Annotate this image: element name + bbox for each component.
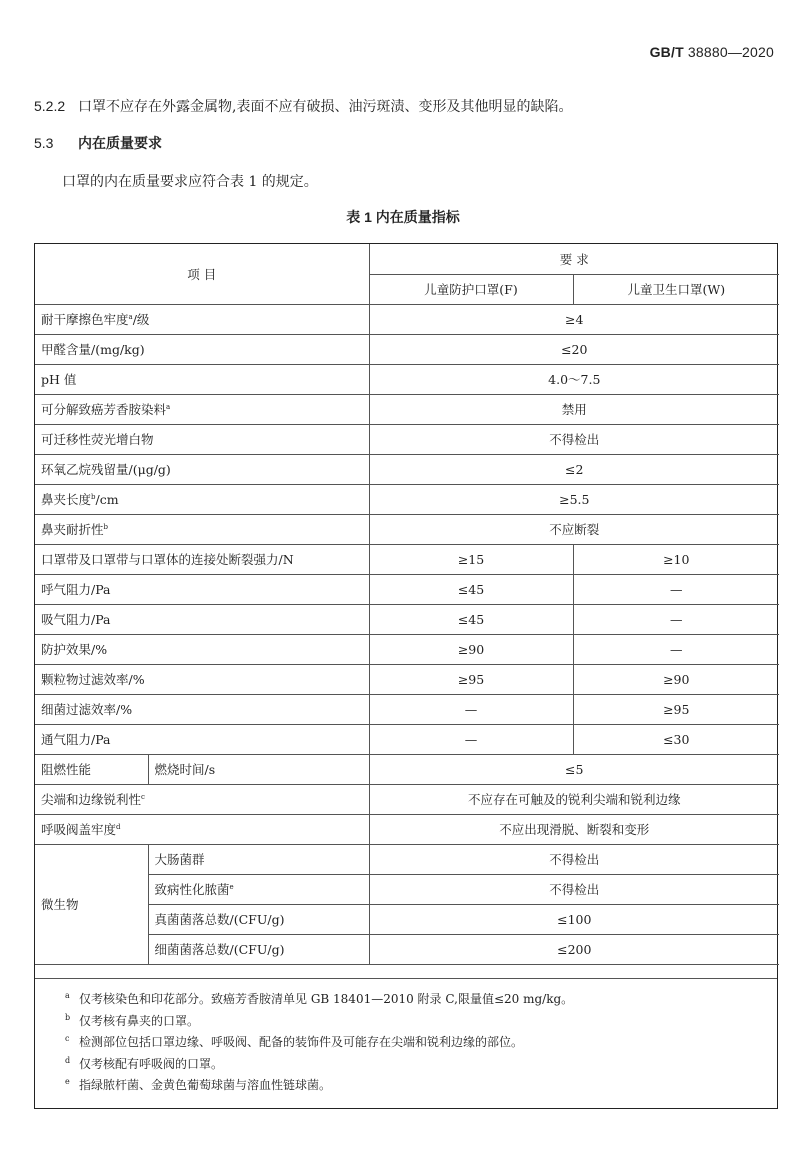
item-unit: /cm [95, 492, 119, 507]
clause-5-2-2 [34, 96, 572, 116]
item-label: 尖端和边缘锐利性 [41, 792, 142, 807]
requirement-value: 不应存在可触及的锐利尖端和锐利边缘 [369, 784, 779, 814]
item-unit: /级 [132, 312, 150, 327]
footnote-text: 仅考核染色和印花部分。致癌芳香胺清单见 GB 18401—2010 附录 C,限量值≤20 mg/kg。 [79, 992, 574, 1006]
requirement-value: 不得检出 [369, 874, 779, 904]
table-row [35, 394, 779, 424]
footnote-mark: d [116, 822, 121, 831]
table-row [35, 784, 779, 814]
value-f: ≤45 [369, 574, 573, 604]
row-item [35, 514, 369, 544]
clause-number: 5.3 [34, 135, 54, 151]
table-row [35, 754, 779, 784]
item-label: 大肠菌群 [154, 852, 205, 867]
table-row [35, 574, 779, 604]
row-item [35, 784, 369, 814]
clause-5-3 [34, 133, 162, 153]
table-row [35, 334, 779, 364]
header-col-f: 儿童防护口罩(F) [369, 274, 573, 304]
footnote-text: 检测部位包括口罩边缘、呼吸阀、配备的装饰件及可能存在尖端和锐利边缘的部位。 [79, 1035, 524, 1049]
item-label: 环氧乙烷残留量/(μg/g) [41, 462, 171, 477]
row-group: 阻燃性能 [35, 754, 148, 784]
footnote-mark: a [166, 402, 171, 411]
footnote-text: 指绿脓杆菌、金黄色葡萄球菌与溶血性链球菌。 [79, 1078, 332, 1092]
requirement-value: 不得检出 [369, 424, 779, 454]
value-w: ≥90 [573, 664, 779, 694]
value-w: — [573, 574, 779, 604]
footnote: b 仅考核有鼻夹的口罩。 [65, 1012, 200, 1028]
row-item [35, 634, 369, 664]
standard-prefix: GB/T [649, 44, 684, 60]
value-w: ≥10 [573, 544, 779, 574]
clause-heading: 内在质量要求 [78, 135, 162, 151]
footnote-text: 仅考核有鼻夹的口罩。 [79, 1013, 200, 1028]
row-item [35, 394, 369, 424]
item-label: 鼻夹长度 [41, 492, 92, 507]
table-row [35, 544, 779, 574]
row-group: 微生物 [35, 844, 148, 964]
requirement-value: 不应出现滑脱、断裂和变形 [369, 814, 779, 844]
requirement-value: ≤5 [369, 754, 779, 784]
item-label: 真菌菌落总数/(CFU/g) [154, 912, 285, 927]
requirement-value: ≤20 [369, 334, 779, 364]
item-label: 吸气阻力/Pa [41, 612, 111, 627]
row-item [35, 484, 369, 514]
item-label: 致病性化脓菌 [154, 882, 230, 897]
footnote-mark: b [103, 522, 108, 531]
quality-table [34, 243, 778, 1109]
value-w: — [573, 634, 779, 664]
row-item [35, 574, 369, 604]
item-label: 呼气阻力/Pa [41, 582, 111, 597]
item-label: 细菌菌落总数/(CFU/g) [154, 942, 285, 957]
row-item [35, 454, 369, 484]
header-item: 项 目 [35, 244, 369, 304]
row-item [35, 604, 369, 634]
value-f: — [369, 724, 573, 754]
footnote-mark: c [141, 792, 145, 801]
requirement-value: ≤100 [369, 904, 779, 934]
requirement-value: ≥5.5 [369, 484, 779, 514]
standard-code: 38880—2020 [687, 44, 774, 60]
value-f: — [369, 694, 573, 724]
row-item [148, 904, 369, 934]
item-label: 通气阻力/Pa [41, 732, 111, 747]
footnote: d 仅考核配有呼吸阀的口罩。 [65, 1055, 224, 1071]
requirement-value: 不应断裂 [369, 514, 779, 544]
footnote-text: 仅考核配有呼吸阀的口罩。 [79, 1056, 224, 1071]
table-row [35, 694, 779, 724]
value-w: ≥95 [573, 694, 779, 724]
item-label: 鼻夹耐折性 [41, 522, 104, 537]
table-caption: 表 1 内在质量指标 [346, 209, 460, 225]
row-item [148, 844, 369, 874]
value-f: ≥95 [369, 664, 573, 694]
row-item [35, 814, 369, 844]
table-row [35, 424, 779, 454]
table-row [35, 484, 779, 514]
row-item [35, 334, 369, 364]
clause-number: 5.2.2 [34, 98, 66, 114]
table-row [35, 304, 779, 334]
item-label: 呼吸阀盖牢度 [41, 822, 117, 837]
row-item [148, 874, 369, 904]
row-item [35, 724, 369, 754]
table-row [35, 604, 779, 634]
row-item [35, 664, 369, 694]
footnote-mark: a [128, 312, 133, 321]
intro-paragraph: 口罩的内在质量要求应符合表 1 的规定。 [62, 174, 318, 190]
table-row [35, 814, 779, 844]
row-item [35, 424, 369, 454]
value-w: — [573, 604, 779, 634]
clause-text: 口罩不应存在外露金属物,表面不应有破损、油污斑渍、变形及其他明显的缺陷。 [78, 99, 573, 115]
item-label: 耐干摩擦色牢度 [41, 312, 129, 327]
row-item [148, 934, 369, 964]
value-f: ≤45 [369, 604, 573, 634]
table-row [35, 844, 779, 874]
table-row [35, 364, 779, 394]
item-label: 可分解致癌芳香胺染料 [41, 402, 167, 417]
item-label: 颗粒物过滤效率/% [41, 672, 145, 687]
table-row [35, 634, 779, 664]
requirement-value: ≤2 [369, 454, 779, 484]
row-item [35, 364, 369, 394]
footnote-mark: e [229, 882, 234, 891]
value-w: ≤30 [573, 724, 779, 754]
item-label: 口罩带及口罩带与口罩体的连接处断裂强力/N [41, 552, 294, 567]
table-row [35, 664, 779, 694]
footnote: a 仅考核染色和印花部分。致癌芳香胺清单见 GB 18401—2010 附录 C,限量值≤20 mg/kg。 [65, 991, 574, 1006]
requirement-value: 禁用 [369, 394, 779, 424]
value-f: ≥15 [369, 544, 573, 574]
footnote: e 指绿脓杆菌、金黄色葡萄球菌与溶血性链球菌。 [65, 1077, 332, 1092]
row-item [35, 544, 369, 574]
standard-number [650, 44, 774, 60]
footnote-mark: b [91, 492, 96, 501]
item-label: 细菌过滤效率/% [41, 702, 133, 717]
item-label: 可迁移性荧光增白物 [41, 432, 154, 447]
row-item: 燃烧时间/s [148, 754, 369, 784]
value-f: ≥90 [369, 634, 573, 664]
item-label: 甲醛含量/(mg/kg) [41, 342, 145, 357]
requirement-value: 4.0～7.5 [369, 364, 779, 394]
footnote: c 检测部位包括口罩边缘、呼吸阀、配备的装饰件及可能存在尖端和锐利边缘的部位。 [65, 1034, 524, 1049]
item-label: pH 值 [41, 372, 77, 387]
table-row [35, 454, 779, 484]
header-requirement: 要 求 [369, 244, 779, 274]
row-item [35, 304, 369, 334]
table-row [35, 724, 779, 754]
requirement-value: ≥4 [369, 304, 779, 334]
item-label: 防护效果/% [41, 642, 108, 657]
table-row [35, 514, 779, 544]
requirement-value: ≤200 [369, 934, 779, 964]
header-col-w: 儿童卫生口罩(W) [573, 274, 779, 304]
row-item [35, 694, 369, 724]
table-notes [35, 978, 777, 1097]
requirement-value: 不得检出 [369, 844, 779, 874]
